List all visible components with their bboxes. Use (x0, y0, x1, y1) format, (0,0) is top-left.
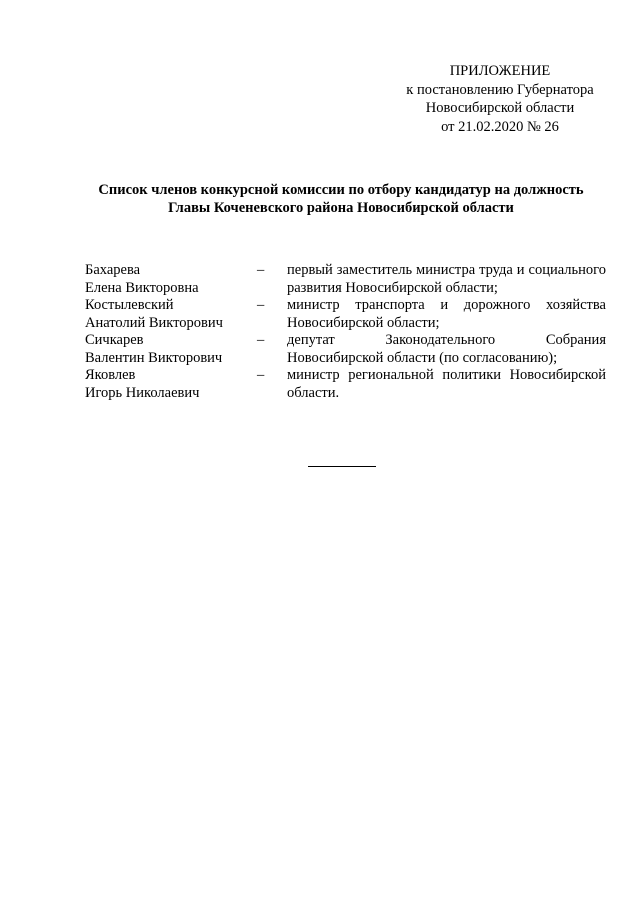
appendix-date-number: от 21.02.2020 № 26 (441, 118, 559, 135)
member-dash: – (257, 332, 265, 348)
member-given-names: Елена Викторовна (85, 279, 199, 296)
member-given-names: Валентин Викторович (85, 349, 223, 366)
member-row (85, 297, 606, 332)
member-name (85, 332, 257, 367)
member-row (85, 332, 606, 367)
member-name (85, 367, 257, 402)
member-role: министр региональной политики Новосибирской области. (287, 367, 606, 401)
member-row (85, 262, 606, 297)
appendix-resolution: к постановлению Губернатора (406, 81, 594, 98)
appendix-region: Новосибирской области (425, 100, 575, 116)
member-name (85, 262, 257, 297)
appendix-header (400, 62, 600, 136)
member-surname: Яковлев (85, 367, 136, 383)
member-surname: Бахарева (85, 262, 141, 278)
member-name (85, 297, 257, 332)
title-line-1: Список членов конкурсной комиссии по отбору кандидатур на должность (98, 182, 584, 198)
member-dash: – (257, 367, 265, 383)
member-role: первый заместитель министра труда и социального развития Новосибирской области; (287, 262, 606, 296)
member-dash: – (257, 297, 265, 313)
member-role: депутат Законодательного Собрания Новосибирской области (по согласованию); (287, 332, 606, 366)
member-role: министр транспорта и дорожного хозяйства Новосибирской области; (287, 297, 606, 331)
appendix-label: ПРИЛОЖЕНИЕ (449, 63, 551, 79)
closing-rule (308, 466, 376, 467)
member-surname: Костылевский (85, 297, 174, 313)
members-list (85, 262, 606, 402)
member-surname: Сичкарев (85, 332, 144, 348)
member-dash: – (257, 262, 265, 278)
member-given-names: Игорь Николаевич (85, 384, 200, 401)
title-line-2: Главы Коченевского района Новосибирской области (168, 200, 514, 216)
member-given-names: Анатолий Викторович (85, 314, 223, 331)
document-title (60, 181, 622, 217)
member-row (85, 367, 606, 402)
